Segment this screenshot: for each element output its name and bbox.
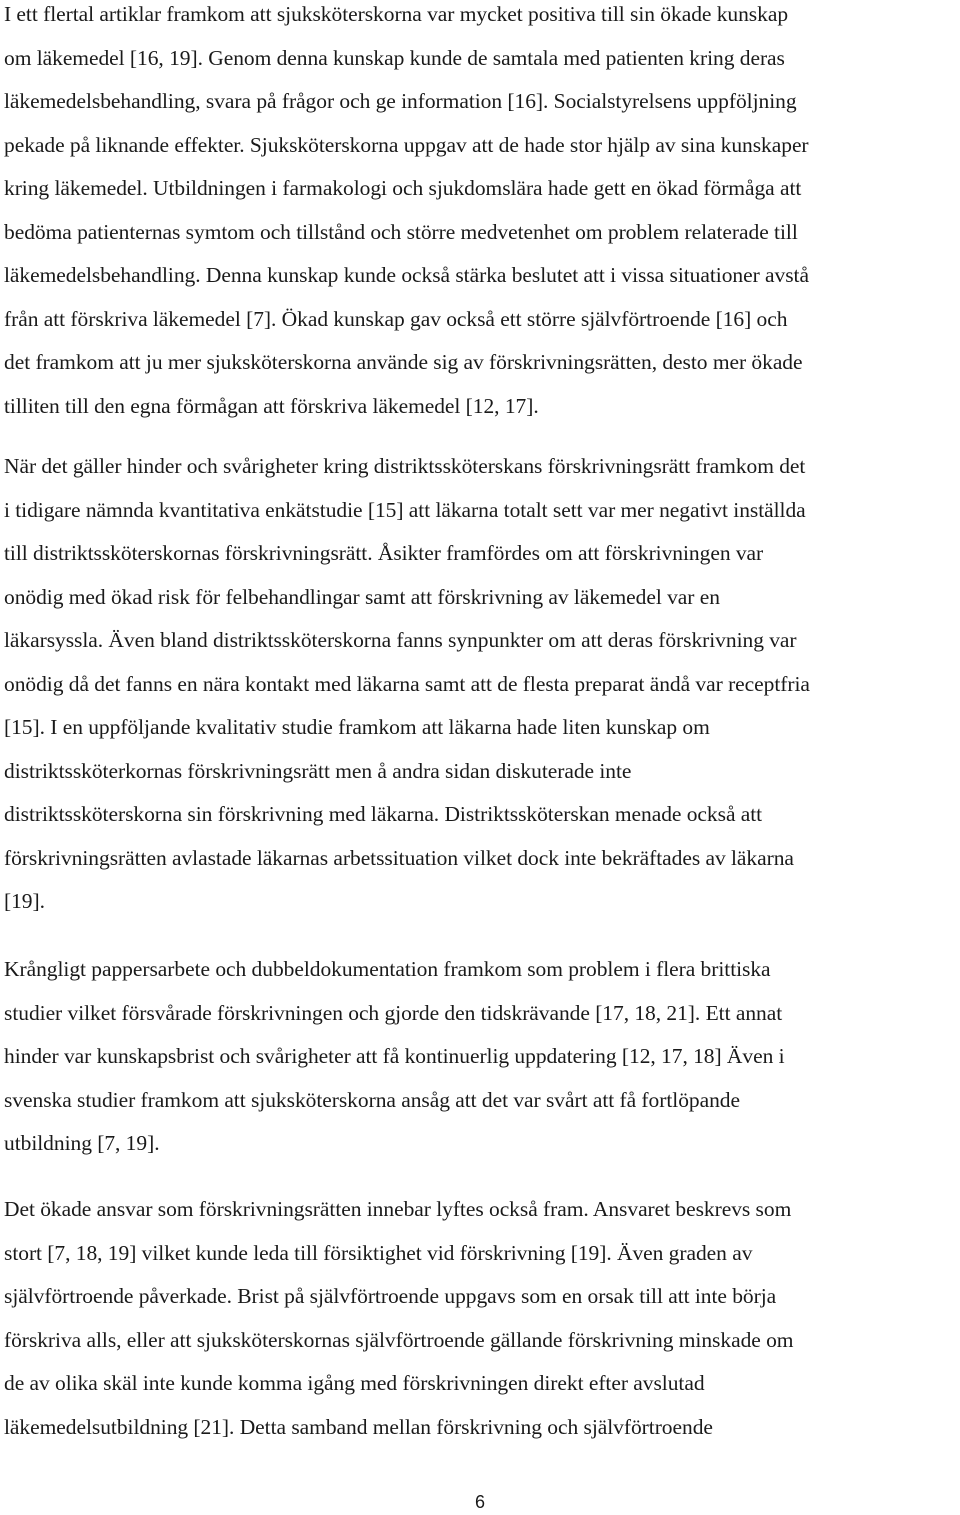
- text-line: tilliten till den egna förmågan att förskriva läkemedel [12, 17].: [4, 393, 539, 418]
- text-line: från att förskriva läkemedel [7]. Ökad kunskap gav också ett större självförtroende [16] och: [4, 306, 788, 331]
- text-line: läkemedelsbehandling. Denna kunskap kunde också stärka beslutet att i vissa situationer avstå: [4, 263, 809, 287]
- paragraph-4: [4, 1188, 956, 1449]
- text-line: det framkom att ju mer sjuksköterskorna använde sig av förskrivningsrätten, desto mer ökade: [4, 350, 803, 374]
- text-line: förskriva alls, eller att sjuksköterskornas självförtroende gällande förskrivning minskade om: [4, 1327, 794, 1352]
- text-line: [19].: [4, 889, 45, 913]
- text-line: om läkemedel [16, 19]. Genom denna kunskap kunde de samtala med patienten kring deras: [4, 45, 785, 70]
- text-line: hinder var kunskapsbrist och svårigheter att få kontinuerlig uppdatering [12, 17, 18] Även i: [4, 1044, 785, 1068]
- text-line: kring läkemedel. Utbildningen i farmakologi och sjukdomslära hade gett en ökad förmåga att: [4, 176, 802, 200]
- text-line: När det gäller hinder och svårigheter kring distriktssköterskans förskrivningsrätt framkom det: [4, 454, 806, 478]
- text-line: läkemedelsbehandling, svara på frågor och ge information [16]. Socialstyrelsens uppföljning: [4, 89, 797, 113]
- text-line: i tidigare nämnda kvantitativa enkätstudie [15] att läkarna totalt sett var mer negativt inställda: [4, 497, 806, 522]
- text-line: utbildning [7, 19].: [4, 1131, 160, 1155]
- text-line: läkarsyssla. Även bland distriktssköterskorna fanns synpunkter om att deras förskrivning var: [4, 628, 797, 652]
- page-number: 6: [474, 1492, 485, 1512]
- text-line: de av olika skäl inte kunde komma igång med förskrivningen direkt efter avslutad: [4, 1371, 705, 1395]
- paragraph-2: [4, 445, 956, 924]
- text-line: [15]. I en uppföljande kvalitativ studie framkom att läkarna hade liten kunskap om: [4, 715, 710, 739]
- text-line: bedöma patienternas symtom och tillstånd och större medvetenhet om problem relaterade till: [4, 219, 798, 244]
- text-line: distriktssköterskorna sin förskrivning med läkarna. Distriktssköterskan menade också att: [4, 802, 763, 826]
- text-line: Krångligt pappersarbete och dubbeldokumentation framkom som problem i flera brittiska: [4, 957, 771, 981]
- paragraph-1: [4, 0, 956, 428]
- text-line: onödig med ökad risk för felbehandlingar samt att förskrivning av läkemedel var en: [4, 584, 720, 609]
- text-line: självförtroende påverkade. Brist på självförtroende uppgavs som en orsak till att inte börja: [4, 1284, 777, 1308]
- text-line: I ett flertal artiklar framkom att sjuksköterskorna var mycket positiva till sin ökade kunskap: [4, 2, 789, 26]
- text-line: till distriktssköterskornas förskrivningsrätt. Åsikter framfördes om att förskrivningen var: [4, 541, 764, 565]
- paragraph-3: [4, 948, 956, 1166]
- text-line: pekade på liknande effekter. Sjuksköterskorna uppgav att de hade stor hjälp av sina kunskaper: [4, 132, 809, 157]
- text-line: studier vilket försvårade förskrivningen och gjorde den tidskrävande [17, 18, 21]. Ett annat: [4, 1000, 783, 1025]
- text-line: svenska studier framkom att sjuksköterskorna ansåg att det var svårt att få fortlöpande: [4, 1087, 740, 1112]
- text-line: förskrivningsrätten avlastade läkarnas arbetssituation vilket dock inte bekräftades av läkarna: [4, 845, 794, 870]
- text-line: Det ökade ansvar som förskrivningsrätten innebar lyftes också fram. Ansvaret beskrevs som: [4, 1197, 792, 1221]
- text-line: onödig då det fanns en nära kontakt med läkarna samt att de flesta preparat ändå var receptfria: [4, 671, 810, 696]
- text-line: stort [7, 18, 19] vilket kunde leda till försiktighet vid förskrivning [19]. Även graden av: [4, 1240, 753, 1265]
- text-line: läkemedelsutbildning [21]. Detta samband mellan förskrivning och självförtroende: [4, 1414, 713, 1439]
- text-line: distriktssköterkornas förskrivningsrätt men å andra sidan diskuterade inte: [4, 758, 632, 783]
